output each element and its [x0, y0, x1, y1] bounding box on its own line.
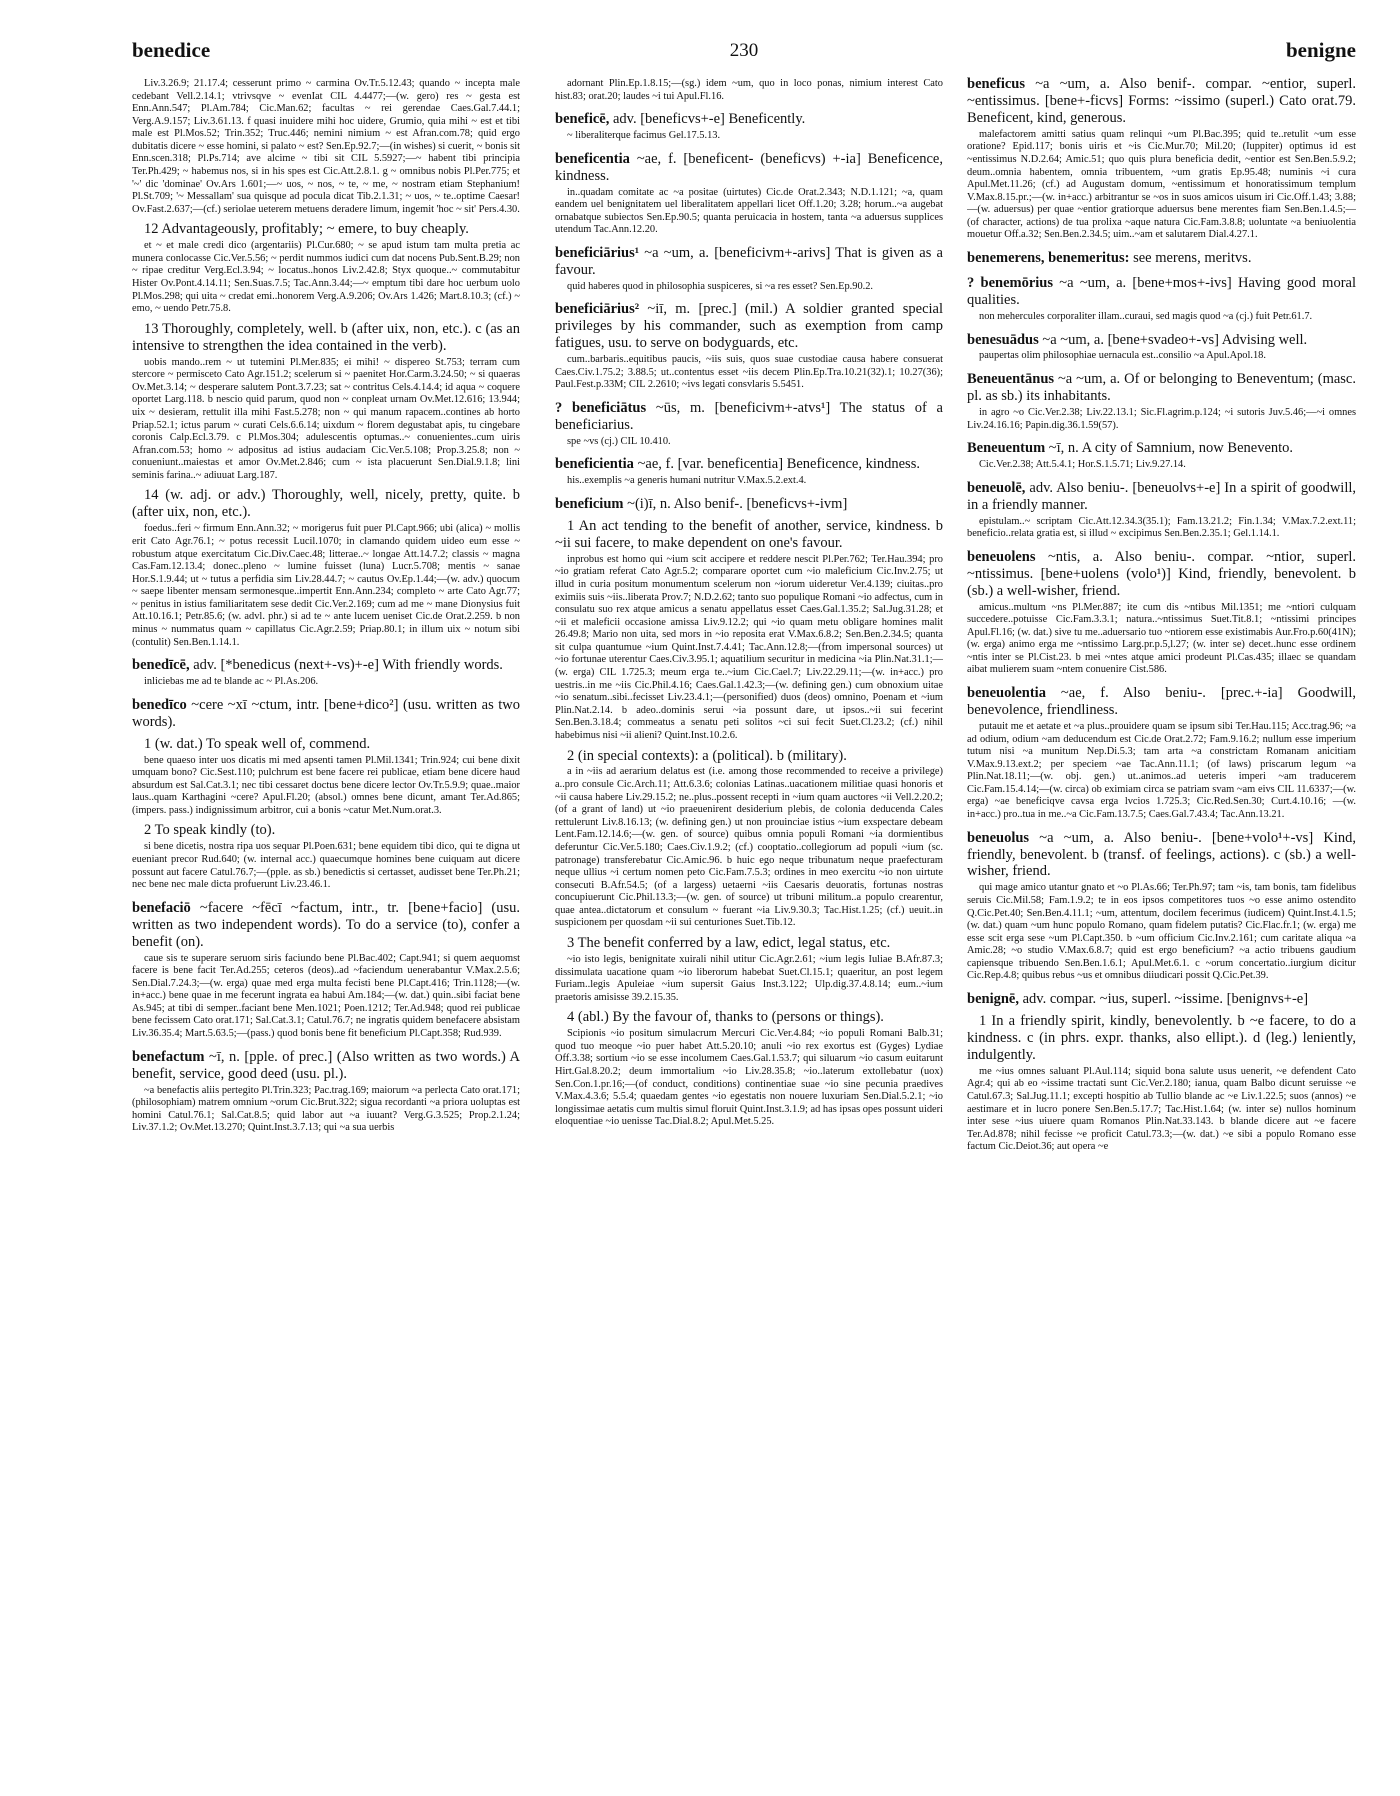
entry-headword: ? benemōrius [967, 275, 1054, 292]
entry-definition [967, 371, 1356, 405]
entry-headword: beneficiārius¹ [555, 244, 640, 261]
entry-description: ~ī, n. A city of Samnium, now Benevento. [1045, 440, 1294, 457]
entry-headword: beneficiārius² [555, 301, 640, 318]
dictionary-entry [555, 151, 943, 237]
entry-headword: beneuolens [967, 548, 1036, 565]
dictionary-entry [967, 332, 1356, 364]
entry-description: see merens, meritvs. [1129, 250, 1252, 267]
entry-definition [967, 332, 1356, 349]
entry-definition [555, 151, 943, 185]
dictionary-entry [555, 245, 943, 293]
dictionary-entry [967, 830, 1356, 983]
entry-description: ~cere ~xī ~ctum, intr. [bene+dico²] (usu. written as two words). [132, 696, 520, 730]
citation-block: Scipionis ~io positum simulacrum Mercuri Cic.Ver.4.84; ~io populi Romani Balb.31; quod tuo meoque ~io puer habet Att.5.20.10; anuli ~io rex exortus est (Gyges) Lydiae Off.3.38; sortium ~io se esse incolumem Caes.Gal.1.53.7; qui siluarum ~io casum euitarunt Hirt.Gal.8.20.2; deum immortalium ~io Liv.28.35.8; ~io..laterum extollebatur (uox) Sen.Con.1.pr.16;—(of conduct, conditions) continentiae suae ~io sine pecunia praedives V.Max.4.3.6; 5.5.4; quaedam gentes ~io egestatis non nouere luxuriam Sen.Dial.5.2.1; ~io longissimae aetatis cum multis simul floruit Quint.Inst.3.1.9; ad has ipsas opes possunt uideri eloquentiae ~io uenisse Tac.Dial.8.2; Apul.Met.5.25. [555, 1028, 943, 1128]
right-headword: benigne [1285, 38, 1356, 62]
sense-definition: 1 In a friendly spirit, kindly, benevolently. b ~e facere, to do a kindness. c (in phrs. expr. thanks, also ellipt.). d (leg.) leniently, indulgently. [967, 1012, 1356, 1063]
dictionary-entry [132, 900, 520, 1041]
citation-block: in..quadam comitate ac ~a positae (uirtutes) Cic.de Orat.2.343; N.D.1.121; ~a, quam eandem uel benignitatem uel liberalitatem appellari licet Off.1.20; 3.28; horum..~a augebat ornabatque subiectos Sen.Ep.90.5; quanta peruicacia in hostem, tanta ~a aduersus supplices utendum Tac.Ann.12.20. [555, 186, 943, 236]
citation-block: Cic.Ver.2.38; Att.5.4.1; Hor.S.1.5.71; Liv.9.27.14. [979, 459, 1186, 471]
sense-definition: 2 To speak kindly (to). [144, 822, 276, 839]
dictionary-entry [555, 496, 943, 1129]
citation-block: inliciebas me ad te blande ac ~ Pl.As.206. [144, 676, 319, 688]
entry-definition [132, 657, 520, 674]
sense-definition: 2 (in special contexts): a (political). b (military). [567, 747, 847, 764]
entry-definition [555, 496, 943, 513]
entry-definition [967, 76, 1356, 127]
entry-description: ~ntis, a. Also beniu-. compar. ~ntior, superl. ~ntissimus. [bene+uolens (volo¹)] Kind, friendly, benevolent. b (sb.) a well-wisher, friend. [967, 548, 1356, 599]
dictionary-entry [132, 657, 520, 689]
entry-description: ~a ~um, a. [beneficivm+-arivs] That is given as a favour. [555, 244, 943, 278]
dictionary-entry [967, 480, 1356, 541]
entry-headword: benedīco [132, 696, 187, 713]
entry-headword: beneuolentia [967, 685, 1046, 702]
entry-description: adv. Also beniu-. [beneuolvs+-e] In a spirit of goodwill, in a friendly manner. [967, 479, 1356, 513]
entry-description: ~ae, f. [beneficent- (beneficvs) +-ia] Beneficence, kindness. [555, 150, 943, 184]
citation-block: in agro ~o Cic.Ver.2.38; Liv.22.13.1; Sic.Fl.agrim.p.124; ~i sutoris Juv.5.46;—~i omnes Liv.24.16.16; Papin.dig.36.1.59(57). [967, 406, 1356, 431]
entry-headword: ? beneficiātus [555, 399, 647, 416]
entry-headword: benefactum [132, 1048, 205, 1065]
entry-definition [967, 830, 1356, 881]
dictionary-entry [967, 991, 1356, 1154]
entry-description: ~ūs, m. [beneficivm+-atvs¹] The status of a beneficiarius. [555, 399, 943, 433]
dictionary-entry [967, 685, 1356, 822]
citation-block: bene quaeso inter uos dicatis mi med apsenti tamen Pl.Mil.1341; Trin.924; cui bene dixit umquam bono? Cic.Sest.110; pulchrum est bene facere rei publicae, etiam bene dicere haud absurdum est Sal.Cat.3.1; nec tibi cessaret doctus bene dicere lector Ov.Tr.5.9.9; quae..maior laus..quam Karthagini ~cere? Apul.Fl.20; (absol.) omnes bene dicunt, amant Ter.Ad.865; (impers. pass.) indignissimum arbitror, cui a bonis ~catur Met.Num.orat.3. [132, 754, 520, 816]
citation-block: foedus..feri ~ firmum Enn.Ann.32; ~ morigerus fuit puer Pl.Capt.966; ubi (alica) ~ mollis erit Cato Agr.76.1; ~ potus recessit Lucil.1070; in clamando quidem uideo eum esse ~ robustum atque exercitatum Cic.Div.Caec.48; litterae..~ longae Att.14.7.2; classis ~ magna Cas.Fam.12.13.4; donec..pleno ~ lumine fuisset (luna) Lucr.5.708; mentis ~ sanae Hor.S.1.9.44; ut ~ tutus a perfidia sim Liv.28.44.7; ~ cautus Ov.Ep.1.44;—(w. adv.) quocum ~ saepe libenter mensam sermonesque..impertit Enn.Ann.234; completo ~ arte Cato Agr.77; ~ penitus in istius familiaritatem sese dedit Cic.Ver.2.169; cum ad me ~ mane Dionysius fuit Att.10.16.1; Petr.85.6; (w. advl. phr.) si ad te ~ ante lucem ueniset Cic.de Orat.2.259. b non minus ~ nummatus quam ~ capillatus Cic.Agr.2.59; Priap.80.1; in illum uix ~ notum sibi (contulit) Sen.Ben.1.14.1. [132, 523, 520, 648]
entry-definition [555, 301, 943, 352]
entry-headword: beneuolē, [967, 479, 1026, 496]
dictionary-entry [967, 440, 1356, 472]
entry-headword: Beneuentānus [967, 371, 1055, 388]
sense-definition: 3 The benefit conferred by a law, edict, legal status, etc. [567, 935, 891, 951]
citation-block: his..exemplis ~a generis humani nutritur V.Max.5.2.ext.4. [567, 475, 807, 487]
entry-headword: beneuolus [967, 829, 1030, 846]
entry-headword: benemerens, benemeritus: [967, 250, 1130, 267]
dictionary-entry [555, 301, 943, 392]
entry-description: adv. compar. ~ius, superl. ~issime. [benignvs+-e] [1018, 991, 1309, 1008]
dictionary-entry [555, 400, 943, 448]
sense-definition: 14 (w. adj. or adv.) Thoroughly, well, nicely, pretty, quite. b (after uix, non, etc.). [132, 487, 520, 521]
page-header [132, 38, 1356, 68]
entry-headword: benedīcē, [132, 657, 190, 674]
dictionary-entry [555, 456, 943, 488]
entry-definition [132, 697, 520, 731]
entry-headword: beneficus [967, 76, 1025, 92]
citation-block: spe ~vs (cj.) CIL 10.410. [567, 435, 671, 447]
entry-headword: beneficium [555, 496, 624, 512]
entry-headword: beneficē, [555, 111, 610, 128]
citation-block: a in ~iis ad aerarium delatus est (i.e. among those recommended to receive a privilege) a..pro consule Cic.Arch.11; Att.6.3.6; colonias Latinas..uacationem militiae quasi honoris et ~ii causa habere Liv.29.15.2; ne..plus..possent recepti in ~ium quam auctores ~ii Vell.2.20.2; (of a grant of land) ut ~io praeuenirent desiderium plebis, de colonia deducenda Cales rettulerunt Liv.8.16.13; (w. defining gen.) ut non prouinciae istius ~ium exspectare debeam Lent.Fam.12.14.6;—(w. gen. of source) quibus omnia populi Romani ~ia dormientibus deferuntur Cic.Ver.5.180; Caes.Civ.1.9.2; (cf.) cooptatio..collegiorum ad populi ~ium (sc. patronage) transferebatur Cic.Amic.96. b huic ego neque tribunatum neque praefecturam neque ullius ~i certum nomen peto Cic.Fam.7.5.3; ordines in meo exercitu ~io non uirtute consecuti B.Afr.54.5; (of a largess) uetaerni ~iis Caesaris deuoratis, fortunas nostras concupiuerunt Cic.Phil.13.3;—(w. gen. of source) ut tribuni militum..a populo crearentur, quae antea..dictatorum et consulum ~ fuerant ~ia Liv.9.30.3; Tac.Hist.1.25; (cf.) ueuit..in suspicionem per quosdam ~ii sui centuriones Suet.Tib.12. [555, 766, 943, 929]
citation-block: cum..barbaris..equitibus paucis, ~iis suis, quos suae custodiae causa habere consuerat Caes.Civ.1.75.2; 3.88.5; ut..contentus esset ~iis decem Plin.Ep.Tra.10.21(32).1; 10.27(36); Paul.Fest.p.33M; CIL 2.2610; ~ivs legati consvlaris 5.5451. [555, 354, 943, 391]
left-headword: benedice [132, 38, 211, 62]
entry-description: ~a ~um, a. [bene+svadeo+-vs] Advising well. [1038, 331, 1308, 348]
entry-continuation [555, 78, 943, 103]
citation-block: adornant Plin.Ep.1.8.15;—(sg.) idem ~um, quo in loco ponas, nimium interest Cato hist.83; orat.20; laudes ~i tui Apul.Fl.16. [555, 78, 943, 102]
entry-definition [555, 400, 943, 434]
entry-description: ~ae, f. Also beniu-. [prec.+-ia] Goodwill, benevolence, friendliness. [967, 685, 1356, 718]
dictionary-entry [967, 275, 1356, 323]
entry-headword: beneficientia [555, 456, 634, 473]
entry-definition [967, 549, 1356, 600]
entry-definition [555, 456, 943, 473]
citation-block: qui mage amico utantur gnato et ~o Pl.As.66; Ter.Ph.97; tam ~is, tam bonis, tam fidelibus seruis Cic.Mil.58; Fam.1.9.2; te in eos ipsos competitores tuos ~o esse animo ostendito Q.Cic.Pet.40; Sen.Ben.4.11.1; ~um, attentum, docilem fecerimus (iudicem) Quint.Inst.4.1.5; (w. dat.) quam ~um hunc populo Romano, quam fidelem putatis? Cic.Flac.fr.1; (w. erga) me esse scit erga sese ~um Pl.Capt.350. b ~um officium Cic.Inv.2.161; cum caritate aliqua ~a Amic.28; ~o studio V.Max.6.8.7; quid est ergo beneficium? ~a actio tribuens gaudium capiensque tribuendo Sen.Ben.1.6.1; Apul.Met.6.1. c ~orum concertatio..iurgium dicitur Cic.Rep.4.8; quibus rebus ~us et omnibus diiudicari possit Q.Cic.Pet.39. [967, 882, 1356, 982]
sense-definition: 12 Advantageously, profitably; ~ emere, to buy cheaply. [144, 221, 469, 238]
citation-block: caue sis te superare seruom siris faciundo bene Pl.Bac.402; Capt.941; si quem aequomst facere is bene facit Ter.Ad.255; ceteros (deos)..ad ~faciendum uenerabantur V.Max.2.5.6; Sen.Dial.7.24.3;—(w. erga) quae med erga multa fecisti bene Pl.Capt.416; Trin.1128;—(w. in+acc.) bene quae in me fecerunt ingrata ea habui Am.184;—(w. dat.) quin..sibi faciat bene As.945; at tibi di semper..faciant bene Men.1021; Poen.1212; Ter.Ad.948; quod rei publicae bene fecissem Cato orat.171; Sal.Cat.3.1; Catul.76.7; ne ingratis quidem benefacere absistam Liv.36.35.4; Mart.5.63.5;—(pass.) quod bonis bene fit beneficium Pl.Capt.358; Rud.939. [132, 952, 520, 1040]
sense-definition: 1 An act tending to the benefit of another, service, kindness. b ~ii sui facere, to make dependent on one's favour. [555, 517, 943, 551]
citation-block: non mehercules corporaliter illam..curaui, sed magis quod ~a (cj.) fuit Petr.61.7. [979, 310, 1313, 322]
sense-definition: 13 Thoroughly, completely, well. b (after uix, non, etc.). c (as an intensive to strengthen the idea contained in the verb). [132, 320, 520, 354]
entry-definition [967, 991, 1356, 1008]
entry-headword: beneficentia [555, 150, 630, 167]
entry-definition [555, 111, 943, 128]
citation-block: paupertas olim philosophiae uernacula est..consilio ~a Apul.Apol.18. [979, 350, 1266, 362]
entry-definition [132, 900, 520, 951]
entry-description: ~ī, n. [pple. of prec.] (Also written as two words.) A benefit, service, good deed (usu. pl.). [132, 1048, 520, 1082]
citation-block: malefactorem amitti satius quam relinqui ~um Pl.Bac.395; quid te..retulit ~um esse oratione? Epid.117; bonis uiris et ~is Cic.Mur.70; Mil.20; (Iuppiter) optimus id est ~entissimus N.D.2.64; Amic.51; quo quis plura beneficia dedit, ~entior est Sen.Ben.5.9.2; deum..omnia habentem, omnia tribuentem, ~um gratis Ep.95.48; numinis ~i cura Apul.Met.11.26; (cf.) ad Augustam domum, ~entissimum et honoratissimum templum V.Max.8.15.pr.;—(w. in+acc.) arbitrantur se ~os in suos amicos uisum iri Cic.Off.1.43; 3.88;—(w. aduersus) per quae ~entior gratiorque aduersus bene merentes fiam Sen.Ben.1.4.5;—(of character, actions) de tua prolixa ~aque natura Cic.Fam.3.8.8; uoluntate ~a beniuolentia mouetur Off.a.32; Sen.Ben.2.34.5; uim..~am et salutarem Dial.4.27.1. [967, 128, 1356, 241]
citation-block: Liv.3.26.9; 21.17.4; cesserunt primo ~ carmina Ov.Tr.5.12.43; quando ~ incepta male cedebant Vell.2.14.1; vtrivsqve ~ evenIat CIL 4.4477;—(w. gero) res ~ gesta est Enn.Ann.547; Pl.Am.784; Cic.Man.62; facultas ~ rei gerendae Caes.Gal.7.44.1; Verg.A.9.157; Liv.3.61.13. f quasi inuidere mihi hoc uidere, Grumio, quia mihi ~ est et tibi male est Pl.Mos.52; Trin.352; Truc.446; nemini nimium ~ est Afran.com.78; quid ergo dubitatis dicere ~ esse homini, si palato ~ est? Sen.Ep.92.7;—(in wishes) si cuerit, ~ bonis sit Enn.scen.318; Pl.Ps.714; ave alcime ~ tibi sit CIL 5.5927;—~ habent tibi principia Ter.Ph.429; ~ habemus nos, si in his spes est Cic.Att.2.8.1. g ~ omnibus nobis Pl.Per.775; et '~' dic 'dominae' Ov.Ars 1.601;—~ uos, ~ nos, ~ te, ~ me, ~ nostram etiam Stephanium! Pl.St.709; '~ Messallam' sua quisque ad pocula dicat Tib.2.1.31; ~ uos, ~ te..optime Caesar! Ov.Fast.2.637;—(cf.) seriolae ueterem metuens deradere limum, ingemit 'hoc ~ sit' Pers.4.30. [132, 78, 520, 215]
entry-definition [967, 685, 1356, 719]
entry-definition [967, 480, 1356, 514]
sense-definition: 4 (abl.) By the favour of, thanks to (persons or things). [567, 1009, 884, 1026]
entry-description: ~(i)ī, n. Also benif-. [beneficvs+-ivm] [623, 496, 848, 512]
citation-block: ~io isto legis, benignitate xuirali nihil utitur Cic.Agr.2.61; ~ium legis Iuliae B.Afr.87.3; dissimulata uacatione quam ~io liberorum habebat Suet.Cl.15.1; quaeritur, an post legem Furiam..legis Apuleiae ~ium supersit Gaius Inst.3.122; Ulp.dig.37.4.8.14; eum..~ium praetoris amisisse 39.2.15.35. [555, 953, 943, 1003]
dictionary-entry [967, 371, 1356, 432]
citation-block: ~ liberaliterque facimus Gel.17.5.13. [567, 130, 721, 142]
entry-description: ~a ~um, a. Also beniu-. [bene+volo¹+-vs] Kind, friendly, benevolent. b (transf. of feelings, actions). c (sb.) a well-wisher, friend. [967, 829, 1356, 880]
citation-block: epistulam..~ scriptam Cic.Att.12.34.3(35.1); Fam.13.21.2; Fin.1.34; V.Max.7.2.ext.11; beneficio..relata gratia est, si illud ~ excipimus Sen.Ben.2.35.1; Gel.1.14.1. [967, 515, 1356, 540]
entry-definition [132, 1049, 520, 1083]
citation-block: me ~ius omnes saluant Pl.Aul.114; siquid bona salute usus uenerit, ~e defendent Cato Agr.4; qui ab eo ~issime tractati sunt Cic.Ver.2.180; ianua, quam Balbo dicunt seruisse ~e Catul.67.3; Sal.Jug.11.1; excepti hospitio ab Tullio blande ac ~e Liv.1.22.5; suos (annos) ~e aestimare et in lucro ponere Sen.Ben.5.17.7; Tac.Hist.1.64; (w. inter se) nullos hominum inter sese ~ius uiuere quam Romanos Plin.Nat.33.143. b blande dicere aut ~e facere Ter.Ad.878; nihil fecisse ~e proficit Catul.73.3;—(w. dat.) ~e sibi a populo Romano esse factum Cic.Deiot.36; aut opera ~e [967, 1065, 1356, 1153]
entry-description: ~a ~um, a. Of or belonging to Beneventum; (masc. pl. as sb.) its inhabitants. [967, 371, 1356, 404]
sense-definition: 1 (w. dat.) To speak well of, commend. [144, 735, 371, 752]
dictionary-entry [967, 549, 1356, 677]
entry-description: ~facere ~fēcī ~factum, intr., tr. [bene+facio] (usu. written as two independent words). To do a service (to), confer a benefit (on). [132, 899, 520, 950]
citation-block: inprobus est homo qui ~ium scit accipere et reddere nescit Pl.Per.762; Ter.Hau.394; pro ~io gratiam referat Cato Agr.5.2; comparare oportet cum ~io maleficium Cic.Inv.2.75; ut illud in curia positum monumentum scelerum non ~iorum uideretur Ver.4.139; ciuitas..pro eximiis suis ~iis..liberata Prov.7; N.D.2.62; tanto suo populique Romani ~io adfectus, cum in consulatu suo rex atque amicus a senatu appellatus esset Caes.Gal.1.35.2; Sal.Jug.31.28; et ~ii et maleficii occasione amissa Liv.9.12.2; qui ~io quam metu obligare homines malit 26.49.8; Mario non uita, sed mors in ~io reposita erat V.Max.6.8.2; Sen.Ben.2.34.5; quanta sit culpa quantumue ~ium Quint.Inst.7.4.41; Tac.Ann.12.8;—(from impersonal sources) ut ~io fortunae uterentur Caes.Civ.3.95.1; aquatilium securitur in medicina ~ia Plin.Nat.31.1;—(w. erga) CIL 1.725.3; meum erga te..~ium Cic.Cael.7; Liv.22.29.11;—(w. in+acc.) pro uestris..in me ~iis Cic.Phil.4.16; Caes.Gal.1.42.3;—(w. defining gen.) cum obnoxium uitae ~io senatum..sibi..fecisset Liv.23.4.1;—(personified) duos (deos) omnino, Poenam et ~ium Plin.Nat.2.14. b adeo..dominis serui ~ia possunt dare, ut ipsos..~ii sui fecerint Sen.Ben.3.18.4; commeatus a senatu peti solitos ~ci sui fecit Suet.Cl.23.2; (cf.) nihil habebimus nisi ~ii alieni? Quint.Inst.10.2.6. [555, 553, 943, 741]
entry-definition [967, 440, 1356, 457]
column-middle [555, 76, 943, 1776]
entry-description: ~ae, f. [var. beneficentia] Beneficence, kindness. [633, 456, 920, 473]
entry-description: adv. [beneficvs+-e] Beneficently. [609, 111, 806, 128]
entry-headword: benefaciō [132, 899, 191, 916]
entry-description: ~iī, m. [prec.] (mil.) A soldier granted special privileges by his commander, such as exemption from camp fatigues, usu. to serve on bodyguards, etc. [555, 301, 943, 352]
dictionary-entry [967, 76, 1356, 242]
entry-headword: Beneuentum [967, 440, 1046, 457]
entry-headword: benignē, [967, 991, 1019, 1008]
dictionary-entry [967, 250, 1356, 267]
entry-description: adv. [*benedicus (next+-vs)+-e] With friendly words. [189, 657, 503, 674]
entry-definition [967, 250, 1356, 267]
entry-definition [555, 245, 943, 279]
entry-continuation [132, 78, 520, 649]
dictionary-entry [132, 1049, 520, 1135]
dictionary-entry [555, 111, 943, 143]
citation-block: et ~ et male credi dico (argentariis) Pl.Cur.680; ~ se apud istum tam multa pretia ac munera conlocasse Cic.Ver.5.56; ~ perdit nummos iudici cum dat nocens Pub.Sent.B.29; non ~ ripae creditur Verg.Ecl.3.94; ~ locatus..honos Liv.2.42.8; Styx quoque..~ commutabitur Hister Ov.Pont.4.14.11; Sen.Suas.7.5; Tac.Ann.3.44;—~ emptum tibi dare hoc uerbum uolo Pl.Mos.298; qui uita ~ credat emi..honorem Verg.A.9.206; Ov.Ars 1.426; Mart.8.10.3; (cf.) ~ emo, ~ uendo Petr.75.8. [132, 240, 520, 315]
citation-block: quid haberes quod in philosophia suspiceres, si ~a res esset? Sen.Ep.90.2. [567, 280, 874, 292]
citation-block: si bene dicetis, nostra ripa uos sequar Pl.Poen.631; bene equidem tibi dico, qui te digna ut eueniant precor Rud.640; (w. internal acc.) quaecumque homines bene cuiquam aut dicere possunt aut facere Catul.76.7;—(pple. as sb.) benedictis si certasset, audisset bene Ter.Ph.21; nec bene nec male dicta profuerunt Liv.23.46.1. [132, 841, 520, 891]
entry-description: ~a ~um, a. [bene+mos+-ivs] Having good moral qualities. [967, 275, 1356, 308]
citation-block: uobis mando..rem ~ ut tutemini Pl.Mer.835; ei mihi! ~ dispereo St.753; terram cum stercore ~ permisceto Cato Agr.151.2; scelerum si ~ paenitet Hor.Carm.3.24.50; ~ si quaeras Ov.Met.3.14; ~ desperare salutem Pont.3.7.23; sat ~ contritus Cels.4.14.4; id aqua ~ coquere oportet Larg.118. b nescio quid parum, quod non ~ conpleat urnam Ov.Met.12.616; 13.944; uix ~ desieram, rettulit illa mihi Fast.5.278; non ~ qui manum rapacem..contines ab horto Priap.52.1; ictus parum ~ curati Cels.6.6.14; uixdum ~ florem degustabat apis, tu cingebare coronis Calp.Ecl.3.79. c Pl.Mos.304; adulescentis optumas..~ conuenientes..cum uiris Afran.com.53; homo ~ adpositus ad istius audaciam Cic.Ver.5.108; Prop.3.25.8; non ~ conueniunt..maiestas et amor Ov.Met.2.846; cum ~ ista placuerunt Sen.Dial.9.1.8; lini seminis farina..~ adiuuat Larg.187. [132, 356, 520, 481]
citation-block: amicus..multum ~ns Pl.Mer.887; ite cum dis ~ntibus Mil.1351; me ~ntiori culquam succedere..potuisse Cic.Fam.3.3.1; natura..~ntissimus Suet.Tit.8.1; ~ntissimi principes Apul.Fl.16; (w. dat.) sive tu me..aduersario tuo ~ntiorem esse existimabis Aur.Fro.p.60(41N); (w. erga) animo erga me ~ntissimo Larg.pr.p.5,l.27; (w. inter se) decet..hunc esse ordinem ~ntis inter se Pl.Cist.23. b mei ~ntes atque amici prodeunt Pl.Cas.435; illaec se quandam aibat mulierem suam ~ntem conuenire Cist.586. [967, 601, 1356, 676]
citation-block: ~a benefactis aliis pertegito Pl.Trin.323; Pac.trag.169; maiorum ~a perlecta Cato orat.171; (philosophiam) matrem omnium ~orum Cic.Brut.322; sigua recordanti ~a priora uoluptas est homini Catul.76.1; Sal.Cat.8.5; quid labor aut ~a iuuant? Verg.G.3.525; Prop.2.1.24; Liv.37.1.2; Ov.Met.13.270; Quint.Inst.3.7.13; qui ~a sua uerbis [132, 1084, 520, 1134]
citation-block: putauit me et aetate et ~a plus..prouidere quam se ipsum sibi Ter.Hau.115; Acc.trag.96; ~a ad odium, odium ~am deducendum est Cic.de Orat.2.72; Fam.9.16.2; nullum esse imperium tutum nisi ~a munitum Nep.Di.5.3; tam arta ~a constrictam Romanam anicitiam V.Max.9.13.ext.2; per speciem ~ae Tac.Ann.11.1; (of laws) priscarum legum ~a Plin.Nat.18.11;—(w. obj. gen.) ut..animos..ad ueteris imperi ~am traducerem Cic.Fam.15.4.14;—(w. circa) ob eximiam circa se patriam svam ~am eivs CIL 11.6337;—(w. erga) ~ae beneficiqve cavsa erga lvcios 1.725.3; Cic.Red.Sen.30; Curt.4.10.16; —(w. in+acc.) pro..tua in me..~a Cic.Fam.13.7.5; Caes.Gal.7.43.4; Tac.Ann.13.21. [967, 720, 1356, 820]
dictionary-entry [132, 697, 520, 892]
page-number: 230 [729, 40, 759, 61]
column-right [967, 76, 1356, 1776]
entry-headword: benesuādus [967, 331, 1039, 348]
entry-definition [967, 275, 1356, 309]
entry-description: ~a ~um, a. Also benif-. compar. ~entior, superl. ~entissimus. [bene+-ficvs] Forms: ~issimo (superl.) Cato orat.79. Beneficent, kind, generous. [967, 76, 1356, 126]
column-left [132, 76, 520, 1776]
